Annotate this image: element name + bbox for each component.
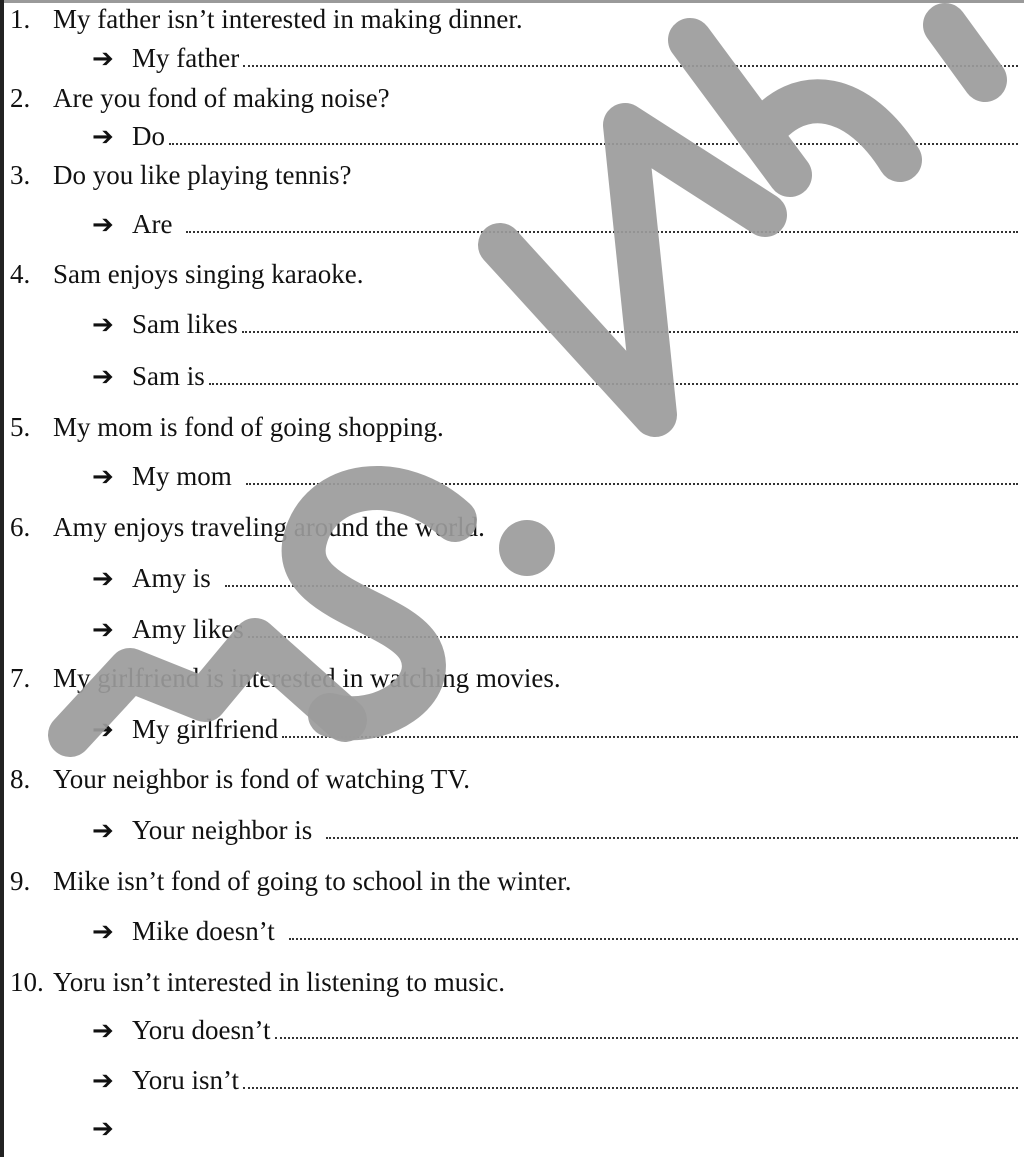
question-text: Yoru isn’t interested in listening to music. [53, 967, 505, 997]
arrow-icon: ➔ [92, 210, 114, 240]
answer-line [92, 1063, 1018, 1097]
answer-blank[interactable] [282, 714, 1018, 738]
answer-blank[interactable] [225, 563, 1018, 587]
answer-blank[interactable] [169, 121, 1018, 145]
answer-line [92, 1013, 1018, 1047]
answer-line [92, 307, 1018, 341]
answer-line [92, 914, 1018, 948]
answer-blank[interactable] [289, 916, 1018, 940]
answer-blank[interactable] [275, 1015, 1018, 1039]
question-text: Are you fond of making noise? [53, 83, 390, 113]
arrow-icon: ➔ [92, 1066, 114, 1096]
question-number: 6. [10, 512, 31, 542]
question-2 [0, 81, 1024, 115]
question-10 [0, 965, 1024, 999]
answer-blank[interactable] [248, 614, 1018, 638]
arrow-icon: ➔ [92, 564, 114, 594]
question-text: Mike isn’t fond of going to school in the winter. [53, 866, 572, 896]
answer-line [92, 612, 1018, 646]
answer-blank[interactable] [243, 1065, 1018, 1089]
answer-line [92, 712, 1018, 746]
arrow-icon: ➔ [92, 816, 114, 846]
arrow-icon: ➔ [92, 462, 114, 492]
arrow-icon: ➔ [92, 1016, 114, 1046]
question-number: 7. [10, 663, 31, 693]
answer-prompt: Mike doesn’t [132, 916, 275, 946]
answer-line [92, 119, 1018, 153]
answer-line [92, 41, 1018, 75]
arrow-icon: ➔ [92, 362, 114, 392]
answer-prompt: My girlfriend [132, 714, 279, 744]
answer-prompt: Amy likes [132, 614, 244, 644]
answer-blank[interactable] [186, 209, 1018, 233]
question-text: Sam enjoys singing karaoke. [53, 259, 364, 289]
answer-prompt: Your neighbor is [132, 815, 313, 845]
answer-prompt: Sam likes [132, 309, 238, 339]
answer-blank[interactable] [326, 815, 1018, 839]
answer-prompt: Yoru doesn’t [132, 1015, 271, 1045]
arrow-icon: ➔ [92, 122, 114, 152]
question-text: My mom is fond of going shopping. [53, 412, 444, 442]
question-number: 10. [10, 967, 44, 997]
question-6 [0, 510, 1024, 544]
arrow-icon: ➔ [92, 917, 114, 947]
question-9 [0, 864, 1024, 898]
answer-line [92, 813, 1018, 847]
question-text: Your neighbor is fond of watching TV. [53, 764, 470, 794]
answer-line [92, 359, 1018, 393]
arrow-icon: ➔ [92, 310, 114, 340]
answer-prompt: Amy is [132, 563, 211, 593]
arrow-icon: ➔ [92, 715, 114, 745]
question-5 [0, 410, 1024, 444]
answer-blank[interactable] [209, 361, 1018, 385]
answer-line-empty [92, 1112, 1018, 1146]
question-number: 5. [10, 412, 31, 442]
question-number: 9. [10, 866, 31, 896]
question-1 [0, 2, 1024, 36]
question-number: 3. [10, 160, 31, 190]
arrow-icon: ➔ [92, 615, 114, 645]
question-3 [0, 158, 1024, 192]
arrow-icon: ➔ [92, 1114, 114, 1144]
question-number: 1. [10, 4, 31, 34]
answer-line [92, 207, 1018, 241]
question-text: My girlfriend is interested in watching movies. [53, 663, 561, 693]
answer-blank[interactable] [243, 43, 1018, 67]
question-7 [0, 661, 1024, 695]
answer-prompt: Yoru isn’t [132, 1065, 240, 1095]
question-number: 2. [10, 83, 31, 113]
answer-blank[interactable] [246, 461, 1018, 485]
answer-blank[interactable] [242, 309, 1018, 333]
question-4 [0, 257, 1024, 291]
question-number: 8. [10, 764, 31, 794]
question-text: Do you like playing tennis? [53, 160, 352, 190]
answer-line [92, 459, 1018, 493]
question-text: My father isn’t interested in making dinner. [53, 4, 523, 34]
question-8 [0, 762, 1024, 796]
answer-prompt: Are [132, 209, 173, 239]
arrow-icon: ➔ [92, 44, 114, 74]
answer-line [92, 561, 1018, 595]
answer-prompt: My father [132, 43, 240, 73]
question-number: 4. [10, 259, 31, 289]
answer-prompt: Sam is [132, 361, 205, 391]
question-text: Amy enjoys traveling around the world. [53, 512, 485, 542]
answer-prompt: Do [132, 121, 165, 151]
answer-prompt: My mom [132, 461, 232, 491]
